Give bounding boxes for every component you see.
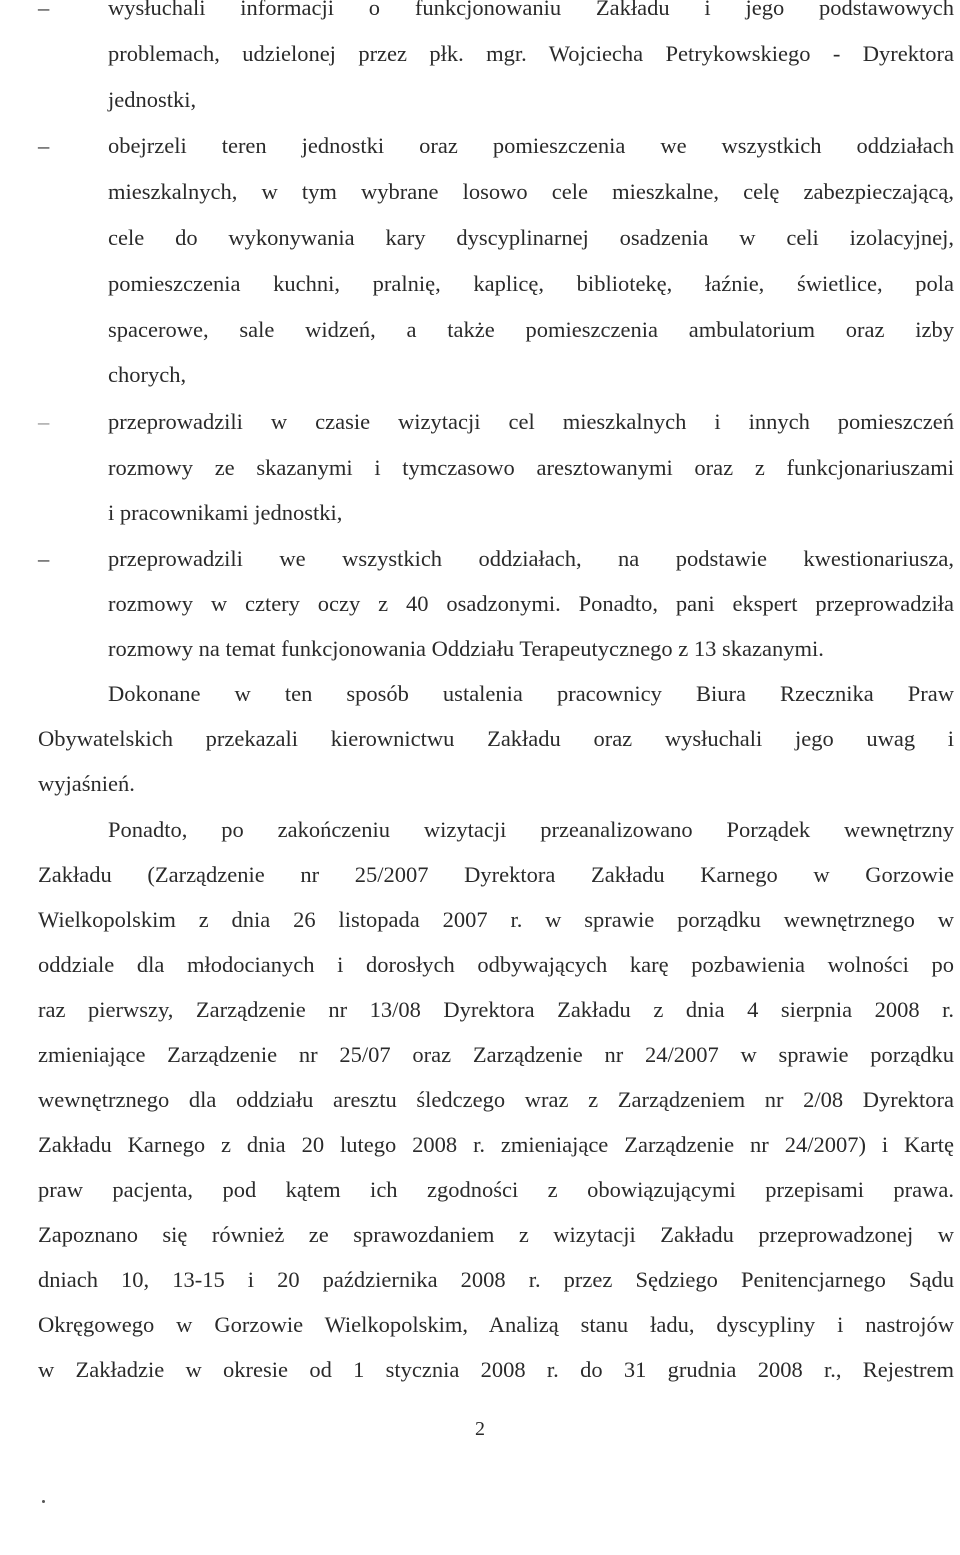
paragraph-2-line-13: w Zakładzie w okresie od 1 stycznia 2008 r. do 31 grudnia 2008 r., Rejestrem xyxy=(38,1357,954,1382)
paragraph-2-line-4: oddziale dla młodocianych i dorosłych odbywających karę pozbawienia wolności po xyxy=(38,952,954,977)
paragraph-2-line-5: raz pierwszy, Zarządzenie nr 13/08 Dyrektora Zakładu z dnia 4 sierpnia 2008 r. xyxy=(38,997,954,1022)
bullet-dash: – xyxy=(38,546,50,571)
bullet-4-line-2: rozmowy w cztery oczy z 40 osadzonymi. Ponadto, pani ekspert przeprowadziła xyxy=(108,591,954,616)
paragraph-1-line-1: Dokonane w ten sposób ustalenia pracownicy Biura Rzecznika Praw xyxy=(108,681,954,706)
bullet-2-line-4: pomieszczenia kuchni, pralnię, kaplicę, bibliotekę, łaźnie, świetlice, pola xyxy=(108,271,954,296)
page-number: 2 xyxy=(475,1418,485,1440)
bullet-dash: – xyxy=(38,0,50,20)
bullet-2-line-1: obejrzeli teren jednostki oraz pomieszczenia we wszystkich oddziałach xyxy=(108,133,954,158)
paragraph-2-line-2: Zakładu (Zarządzenie nr 25/2007 Dyrektora Zakładu Karnego w Gorzowie xyxy=(38,862,954,887)
paragraph-1-line-2: Obywatelskich przekazali kierownictwu Zakładu oraz wysłuchali jego uwag i xyxy=(38,726,954,751)
bullet-3-line-3: i pracownikami jednostki, xyxy=(108,500,343,525)
bullet-dash: – xyxy=(38,409,50,434)
paragraph-2-line-12: Okręgowego w Gorzowie Wielkopolskim, Analizą stanu ładu, dyscypliny i nastrojów xyxy=(38,1312,954,1337)
paragraph-2-line-1: Ponadto, po zakończeniu wizytacji przeanalizowano Porządek wewnętrzny xyxy=(108,817,954,842)
paragraph-2-line-6: zmieniające Zarządzenie nr 25/07 oraz Zarządzenie nr 24/2007 w sprawie porządku xyxy=(38,1042,954,1067)
bullet-1-line-3: jednostki, xyxy=(108,87,197,112)
paragraph-2-line-9: praw pacjenta, pod kątem ich zgodności z obowiązującymi przepisami prawa. xyxy=(38,1177,954,1202)
bullet-2-line-2: mieszkalnych, w tym wybrane losowo cele mieszkalne, celę zabezpieczającą, xyxy=(108,179,954,204)
paragraph-2-line-10: Zapoznano się również ze sprawozdaniem z wizytacji Zakładu przeprowadzonej w xyxy=(38,1222,954,1247)
bullet-3-line-1: przeprowadzili w czasie wizytacji cel mieszkalnych i innych pomieszczeń xyxy=(108,409,954,434)
bullet-2-line-5: spacerowe, sale widzeń, a także pomieszczenia ambulatorium oraz izby xyxy=(108,317,954,342)
paragraph-2-line-7: wewnętrznego dla oddziału aresztu śledczego wraz z Zarządzeniem nr 2/08 Dyrektora xyxy=(38,1087,954,1112)
bullet-4-line-1: przeprowadzili we wszystkich oddziałach, na podstawie kwestionariusza, xyxy=(108,546,954,571)
bullet-1-line-2: problemach, udzielonej przez płk. mgr. Wojciecha Petrykowskiego - Dyrektora xyxy=(108,41,954,66)
bullet-dash: – xyxy=(38,133,50,158)
paragraph-1-line-3: wyjaśnień. xyxy=(38,771,135,796)
bullet-3-line-2: rozmowy ze skazanymi i tymczasowo aresztowanymi oraz z funkcjonariuszami xyxy=(108,455,954,480)
bullet-1-line-1: wysłuchali informacji o funkcjonowaniu Zakładu i jego podstawowych xyxy=(108,0,954,20)
bullet-2-line-6: chorych, xyxy=(108,362,187,387)
scan-speck xyxy=(42,1500,45,1503)
paragraph-2-line-11: dniach 10, 13-15 i 20 października 2008 r. przez Sędziego Penitencjarnego Sądu xyxy=(38,1267,954,1292)
paragraph-2-line-8: Zakładu Karnego z dnia 20 lutego 2008 r. zmieniające Zarządzenie nr 24/2007) i Kartę xyxy=(38,1132,954,1157)
bullet-2-line-3: cele do wykonywania kary dyscyplinarnej osadzenia w celi izolacyjnej, xyxy=(108,225,954,250)
bullet-4-line-3: rozmowy na temat funkcjonowania Oddziału Terapeutycznego z 13 skazanymi. xyxy=(108,636,824,661)
paragraph-2-line-3: Wielkopolskim z dnia 26 listopada 2007 r. w sprawie porządku wewnętrznego w xyxy=(38,907,954,932)
